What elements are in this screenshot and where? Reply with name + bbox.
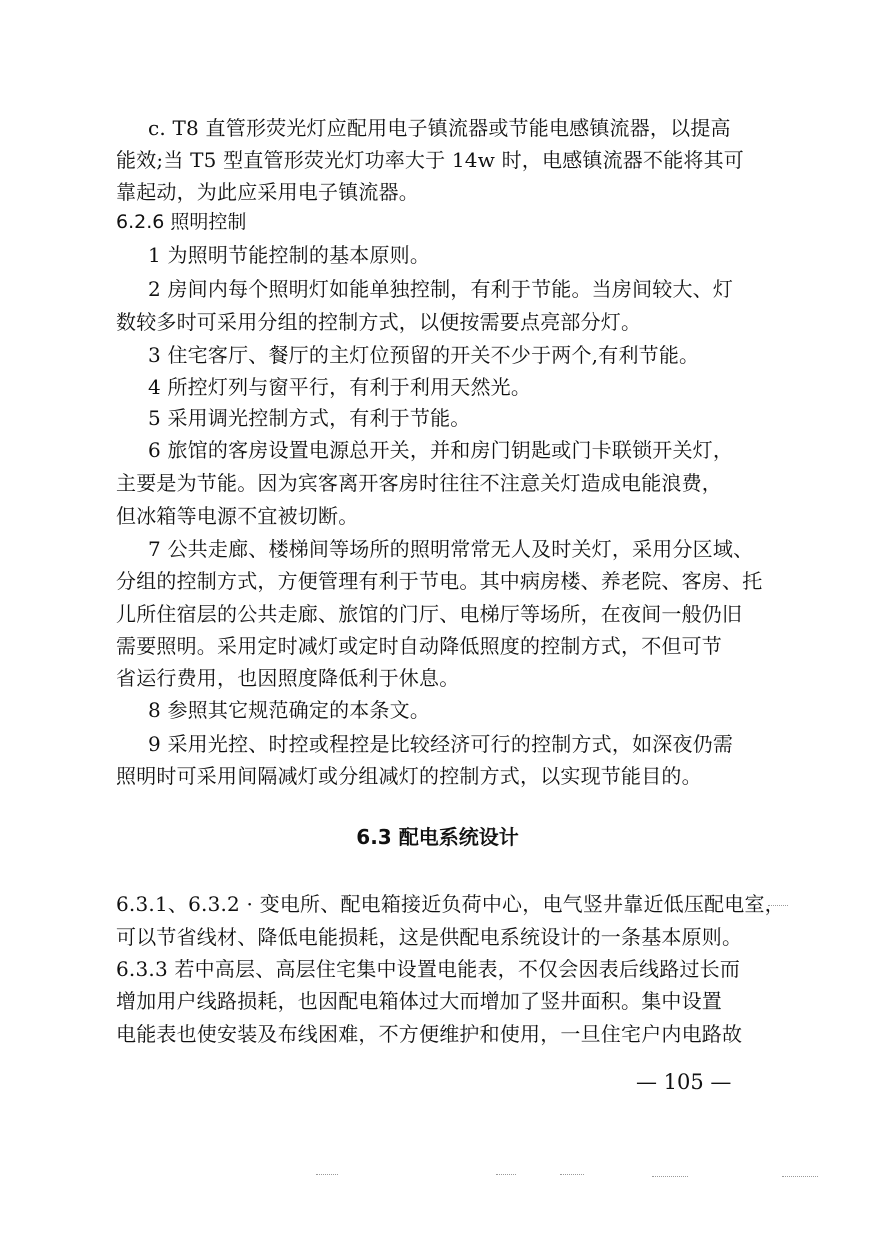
paragraph-line: 需要照明。采用定时减灯或定时自动降低照度的控制方式，不但可节 [116,634,722,658]
scan-artifact [768,905,788,907]
paragraph-line: 儿所住宿层的公共走廊、旅馆的门厅、电梯厅等场所，在夜间一般仍旧 [116,602,743,626]
list-item: 3 住宅客厅、餐厅的主灯位预留的开关不少于两个,有利节能。 [148,343,700,367]
paragraph-line: 可以节省线材、降低电能损耗，这是供配电系统设计的一条基本原则。 [116,925,743,949]
paragraph-line: 能效;当 T5 型直管形荧光灯功率大于 14w 时，电感镇流器不能将其可 [116,148,745,172]
list-item: 9 采用光控、时控或程控是比较经济可行的控制方式，如深夜仍需 [148,732,734,756]
paragraph-line: 电能表也使安装及布线困难，不方便维护和使用，一旦住宅户内电路故 [116,1022,743,1046]
paragraph-line: 省运行费用，也因照度降低利于休息。 [116,666,460,690]
list-item: 5 采用调光控制方式，有利于节能。 [148,406,471,430]
page-number: — 105 — [636,1070,732,1094]
list-item: 2 房间内每个照明灯如能单独控制，有利于节能。当房间较大、灯 [148,277,734,301]
scan-artifact [652,1176,688,1178]
scan-artifact [560,1174,584,1176]
paragraph-line: 靠起动，为此应采用电子镇流器。 [116,180,419,204]
list-item: 7 公共走廊、楼梯间等场所的照明常常无人及时关灯，采用分区域、 [148,537,754,561]
paragraph-line: 6.3.3 若中高层、高层住宅集中设置电能表，不仅会因表后线路过长而 [116,957,741,981]
paragraph-line: 6.3.1、6.3.2 · 变电所、配电箱接近负荷中心，电气竖井靠近低压配电室， [116,892,785,916]
subsection-heading: 6.2.6 照明控制 [116,211,247,233]
paragraph-line: 增加用户线路损耗，也因配电箱体过大而增加了竖井面积。集中设置 [116,989,722,1013]
paragraph-line: 数较多时可采用分组的控制方式，以便按需要点亮部分灯。 [116,310,642,334]
list-item: 8 参照其它规范确定的本条文。 [148,698,431,722]
paragraph-line: 照明时可采用间隔减灯或分组减灯的控制方式，以实现节能目的。 [116,764,702,788]
paragraph-line: 分组的控制方式，方便管理有利于节电。其中病房楼、养老院、客房、托 [116,569,763,593]
list-item: 1 为照明节能控制的基本原则。 [148,243,431,267]
scan-artifact [782,1176,818,1178]
list-item: 4 所控灯列与窗平行，有利于利用天然光。 [148,375,532,399]
list-item: 6 旅馆的客房设置电源总开关，并和房门钥匙或门卡联锁开关灯， [148,438,734,462]
paragraph-line: 但冰箱等电源不宜被切断。 [116,504,359,528]
paragraph-line: c. T8 直管形荧光灯应配用电子镇流器或节能电感镇流器，以提高 [148,116,731,140]
section-title: 6.3 配电系统设计 [356,825,519,849]
scan-artifact [496,1174,516,1176]
paragraph-line: 主要是为节能。因为宾客离开客房时往往不注意关灯造成电能浪费， [116,471,722,495]
scan-artifact [316,1174,338,1176]
